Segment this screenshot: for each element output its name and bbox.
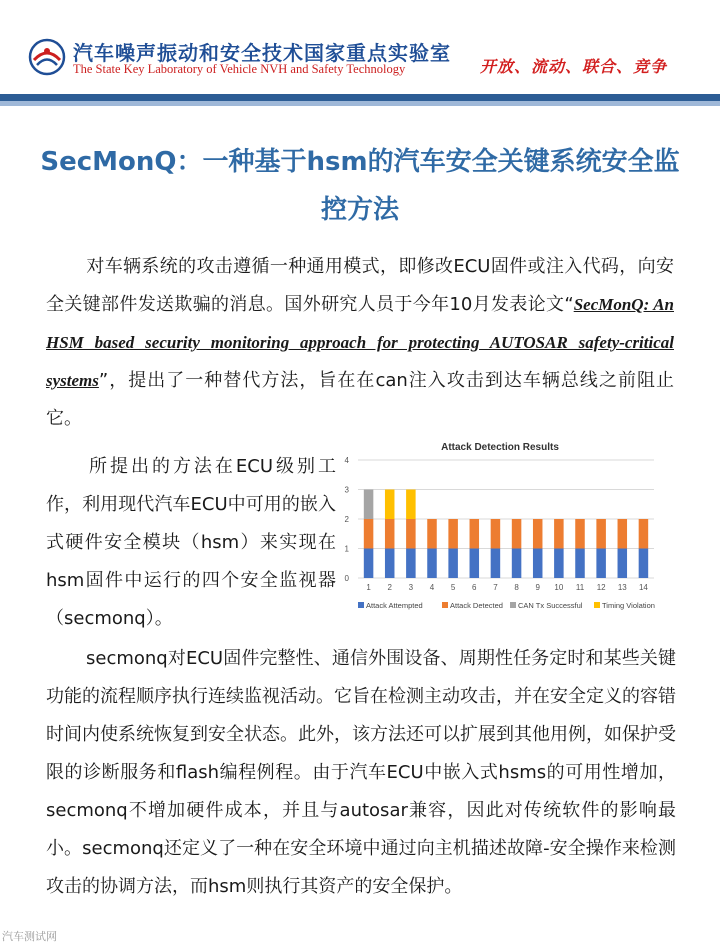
bar-segment	[491, 519, 501, 549]
x-tick-label: 5	[450, 583, 456, 592]
bar-segment	[618, 549, 628, 579]
paragraph-3-text: secmonq对ECU固件完整性、通信外围设备、周期性任务定时和某些关键功能的流程顺序执行连续监视活动。它旨在检测主动攻击，并在安全定义的容错时间内使系统恢复到安全状态。此外，该方法还可以扩展到其他用例，如保护受限的诊断服务和flash编程例程。由于汽车ECU中嵌入式hsms的可用性增加，secmonq不增加硬件成本，并且与autosar兼容，因此对传统软件的影响最小。secmonq还定义了一种在安全环境中通过向主机描述故障-安全操作来检测攻击的协调方法，而hsm则执行其资产的安全保护。	[46, 648, 676, 897]
bar-segment	[596, 519, 606, 549]
paragraph-1-tail: ”，提出了一种替代方法，旨在在can注入攻击到达车辆总线之前阻止它。	[46, 370, 674, 429]
y-tick-label: 4	[344, 456, 349, 465]
bar-segment	[364, 490, 374, 520]
lab-name-cn: 汽车噪声振动和安全技术国家重点实验室	[73, 41, 451, 65]
bar-segment	[406, 519, 416, 549]
page-header	[0, 0, 720, 108]
bar-segment	[512, 519, 522, 549]
x-tick-label: 11	[575, 583, 585, 592]
bar-segment	[618, 519, 628, 549]
legend-swatch	[594, 602, 600, 608]
bar-segment	[639, 549, 649, 579]
watermark: 汽车测试网	[2, 930, 57, 943]
legend-swatch	[510, 602, 516, 608]
article-title: SecMonQ：一种基于hsm的汽车安全关键系统安全监控方法	[40, 147, 680, 225]
y-tick-label: 2	[344, 515, 349, 524]
bar-segment	[427, 519, 437, 549]
bar-segment	[448, 549, 458, 579]
legend-swatch	[358, 602, 364, 608]
x-tick-label: 13	[617, 583, 627, 592]
bar-segment	[385, 549, 395, 579]
paragraph-3	[46, 640, 676, 906]
bar-segment	[364, 549, 374, 579]
lab-name-en: The State Key Laboratory of Vehicle NVH and Safety Technology	[73, 62, 406, 76]
y-tick-label: 0	[344, 574, 349, 583]
bar-segment	[364, 519, 374, 549]
x-tick-label: 1	[366, 583, 371, 592]
bar-segment	[554, 519, 564, 549]
lab-logo-icon	[28, 38, 66, 76]
paragraph-1	[46, 248, 674, 438]
bar-segment	[554, 549, 564, 579]
x-tick-label: 8	[514, 583, 519, 592]
paragraph-2	[46, 448, 336, 638]
bar-segment	[470, 549, 480, 579]
bar-segment	[533, 519, 543, 549]
header-divider	[0, 94, 720, 101]
paragraph-2-text: 所提出的方法在ECU级别工作，利用现代汽车ECU中可用的嵌入式硬件安全模块（hsm）来实现在hsm固件中运行的四个安全监视器（secmonq）。	[46, 456, 336, 629]
x-tick-label: 6	[472, 583, 477, 592]
bar-segment	[575, 549, 585, 579]
y-tick-label: 1	[344, 544, 349, 554]
legend-label: Attack Attempted	[366, 601, 423, 610]
bar-segment	[385, 490, 395, 520]
legend-swatch	[442, 602, 448, 608]
x-tick-label: 12	[596, 583, 606, 592]
bar-segment	[639, 519, 649, 549]
header-divider-light	[0, 101, 720, 106]
bar-segment	[491, 549, 501, 579]
x-tick-label: 9	[535, 583, 540, 592]
bar-segment	[427, 549, 437, 579]
legend-label: CAN Tx Successful	[518, 601, 583, 610]
paragraph-1-lead: 对车辆系统的攻击遵循一种通用模式，即修改ECU固件或注入代码，向安全关键部件发送欺骗的消息。国外研究人员于今年10月发表论文“	[46, 256, 674, 315]
bar-segment	[470, 519, 480, 549]
bar-segment	[512, 549, 522, 579]
legend-label: Timing Violation	[602, 601, 655, 610]
lab-motto: 开放、流动、联合、竞争	[480, 57, 668, 76]
bar-segment	[406, 549, 416, 579]
x-tick-label: 10	[554, 583, 564, 592]
paper-reference: SecMonQ: An HSM based security monitoring approach for protecting AUTOSAR safety-critical systems	[46, 295, 674, 390]
chart-title: Attack Detection Results	[441, 442, 559, 453]
bar-segment	[575, 519, 585, 549]
bar-segment	[533, 549, 543, 579]
y-tick-label: 3	[344, 485, 349, 495]
x-tick-label: 14	[638, 583, 648, 592]
x-tick-label: 3	[408, 583, 414, 592]
bar-segment	[406, 490, 416, 520]
bar-segment	[448, 519, 458, 549]
x-tick-label: 2	[387, 583, 392, 592]
bar-segment	[596, 549, 606, 579]
bar-segment	[385, 519, 395, 549]
x-tick-label: 7	[493, 583, 498, 592]
attack-detection-chart	[338, 436, 662, 622]
legend-label: Attack Detected	[450, 601, 503, 610]
chart-svg	[338, 436, 662, 622]
x-tick-label: 4	[429, 583, 435, 592]
